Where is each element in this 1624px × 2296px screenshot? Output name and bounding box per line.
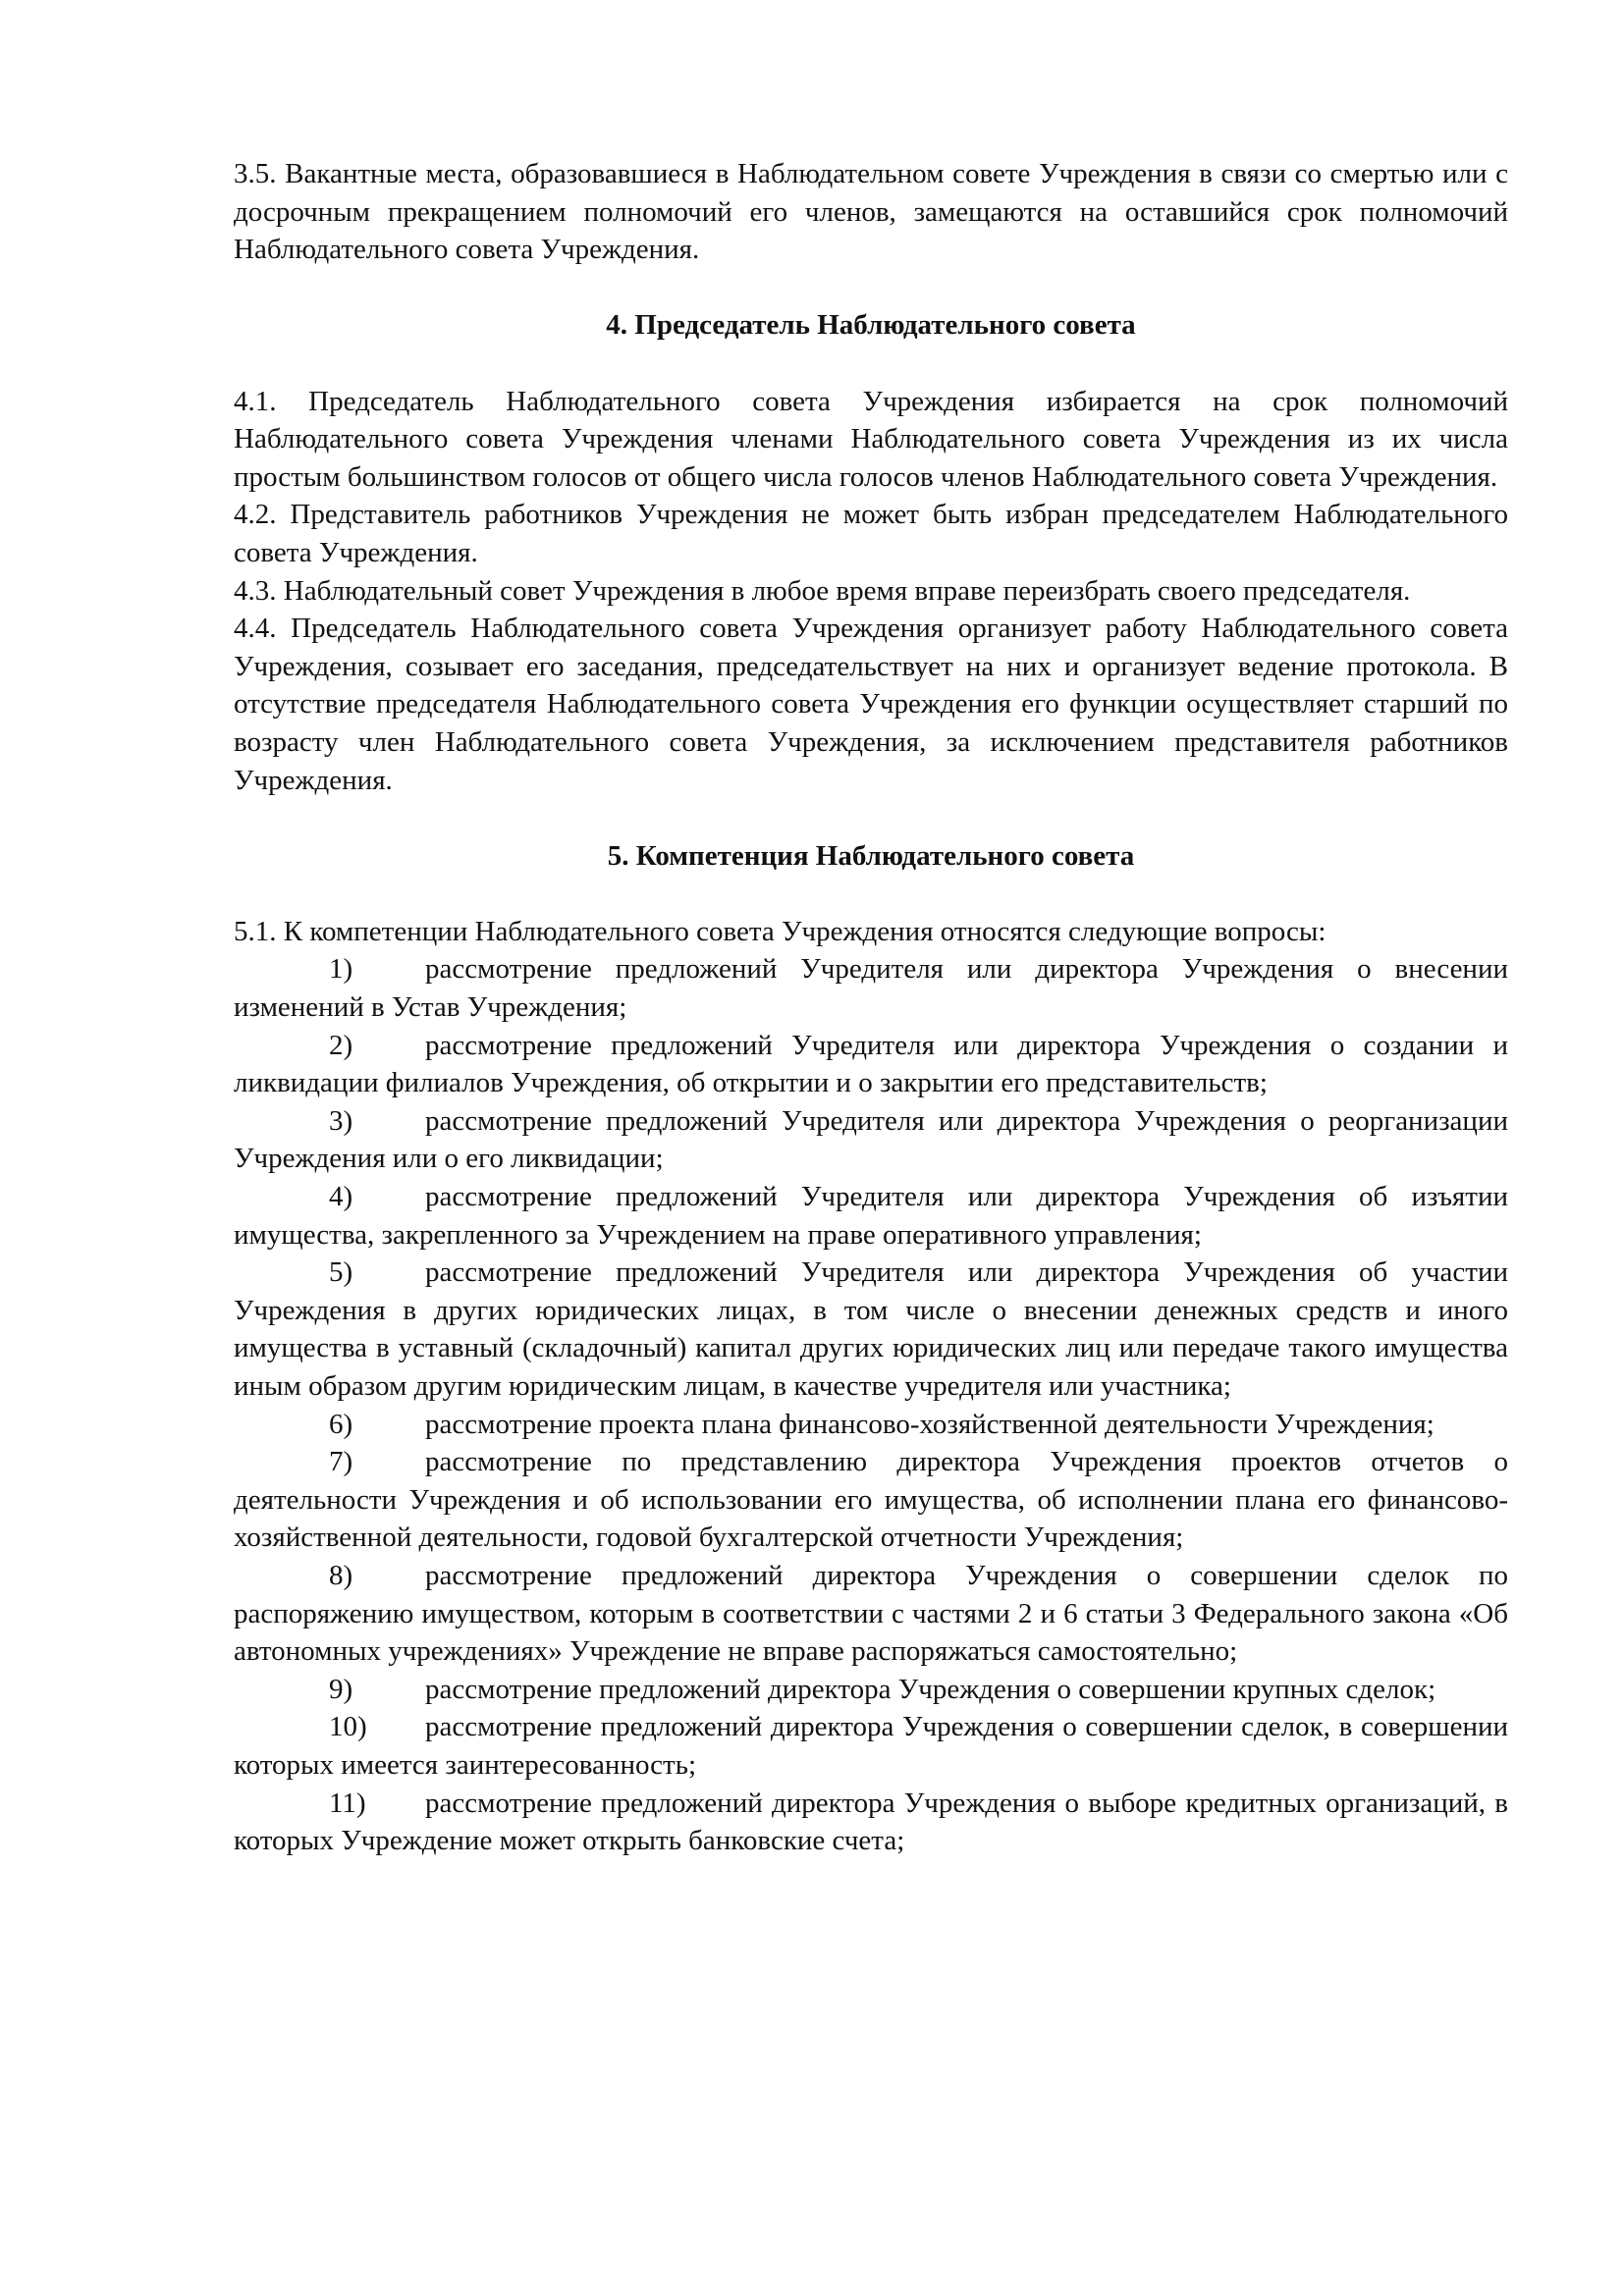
list-item [234,1254,1508,1405]
list-item-text: рассмотрение предложений директора Учреждения о совершении сделок, в совершении которых имеется заинтересованность; [234,1711,1508,1781]
list-item [234,1708,1508,1784]
spacer [234,345,1508,383]
list-item-text: рассмотрение проекта плана финансово-хозяйственной деятельности Учреждения; [425,1408,1435,1440]
list-item [234,1785,1508,1860]
section-5-heading: 5. Компетенция Наблюдательного совета [607,839,1135,872]
list-item-number: 9) [329,1673,353,1705]
list-item [234,1443,1508,1557]
paragraph-4-3: 4.3. Наблюдательный совет Учреждения в любое время вправе переизбрать своего председателя. [234,574,1411,607]
list-item [234,1557,1508,1671]
list-item-text: рассмотрение предложений Учредителя или директора Учреждения о реорганизации Учреждения или о его ликвидации; [234,1104,1508,1175]
list-item-number: 10) [329,1711,367,1743]
list-item-text: рассмотрение предложений Учредителя или директора Учреждения об участии Учреждения в других юридических лицах, в том числе о внесении денежных средств и иного имущества в уставный (складочный) капитал других юридических лиц или передаче такого имущества иным образом другим юридическим лицам, в качестве учредителя или участника; [234,1256,1508,1402]
paragraph-5-1: 5.1. К компетенции Наблюдательного совета Учреждения относятся следующие вопросы: [234,915,1326,947]
list-item-text: рассмотрение по представлению директора Учреждения проектов отчетов о деятельности Учреждения и об использовании его имущества, об исполнении плана его финансово-хозяйственной деятельности, годовой бухгалтерской отчетности Учреждения; [234,1446,1508,1554]
list-item-text: рассмотрение предложений директора Учреждения о совершении сделок по распоряжению имуществом, которым в соответствии с частями 2 и 6 статьи 3 Федерального закона «Об автономных учреждениях» Учреждение не вправе распоряжаться самостоятельно; [234,1559,1508,1668]
list-item [234,1102,1508,1178]
spacer [234,269,1508,307]
paragraph-4-1: 4.1. Председатель Наблюдательного совета Учреждения избирается на срок полномочий Наблюдательного совета Учреждения членами Наблюдательного совета Учреждения из их числа простым большинством голосов от общего числа голосов членов Наблюдательного совета Учреждения. [234,385,1508,493]
list-item-number: 3) [329,1104,353,1137]
list-item [234,950,1508,1026]
section-4-heading: 4. Председатель Наблюдательного совета [606,309,1136,342]
competence-list [234,950,1508,1859]
list-item-text: рассмотрение предложений Учредителя или директора Учреждения об изъятии имущества, закрепленного за Учреждением на праве оперативного управления; [234,1181,1508,1251]
list-item-number: 5) [329,1256,353,1289]
list-item-text: рассмотрение предложений Учредителя или директора Учреждения о создании и ликвидации филиалов Учреждения, об открытии и о закрытии его представительств; [234,1029,1508,1099]
list-item [234,1178,1508,1254]
paragraph-4-4: 4.4. Председатель Наблюдательного совета Учреждения организует работу Наблюдательного совета Учреждения, созывает его заседания, председательствует на них и организует ведение протокола. В отсутствие председателя Наблюдательного совета Учреждения его функции осуществляет старший по возрасту член Наблюдательного совета Учреждения, за исключением представителя работников Учреждения. [234,613,1508,796]
spacer [234,799,1508,837]
list-item [234,1671,1508,1709]
spacer [234,875,1508,913]
list-item [234,1027,1508,1102]
list-item-number: 2) [329,1029,353,1061]
list-item-number: 4) [329,1181,353,1213]
paragraph-3-5: 3.5. Вакантные места, образовавшиеся в Наблюдательном совете Учреждения в связи со смертью или с досрочным прекращением полномочий его членов, замещаются на оставшийся срок полномочий Наблюдательного совета Учреждения. [234,158,1508,266]
list-item-number: 8) [329,1559,353,1591]
document-page [234,155,1508,1860]
paragraph-4-2: 4.2. Представитель работников Учреждения не может быть избран председателем Наблюдательного совета Учреждения. [234,499,1508,568]
list-item-text: рассмотрение предложений директора Учреждения о совершении крупных сделок; [425,1673,1436,1705]
list-item-text: рассмотрение предложений директора Учреждения о выборе кредитных организаций, в которых Учреждение может открыть банковские счета; [234,1787,1508,1857]
list-item-number: 6) [329,1408,353,1440]
list-item-number: 1) [329,953,353,986]
list-item-number: 11) [329,1787,366,1819]
list-item-text: рассмотрение предложений Учредителя или директора Учреждения о внесении изменений в Устав Учреждения; [234,953,1508,1024]
list-item [234,1406,1508,1444]
list-item-number: 7) [329,1446,353,1478]
